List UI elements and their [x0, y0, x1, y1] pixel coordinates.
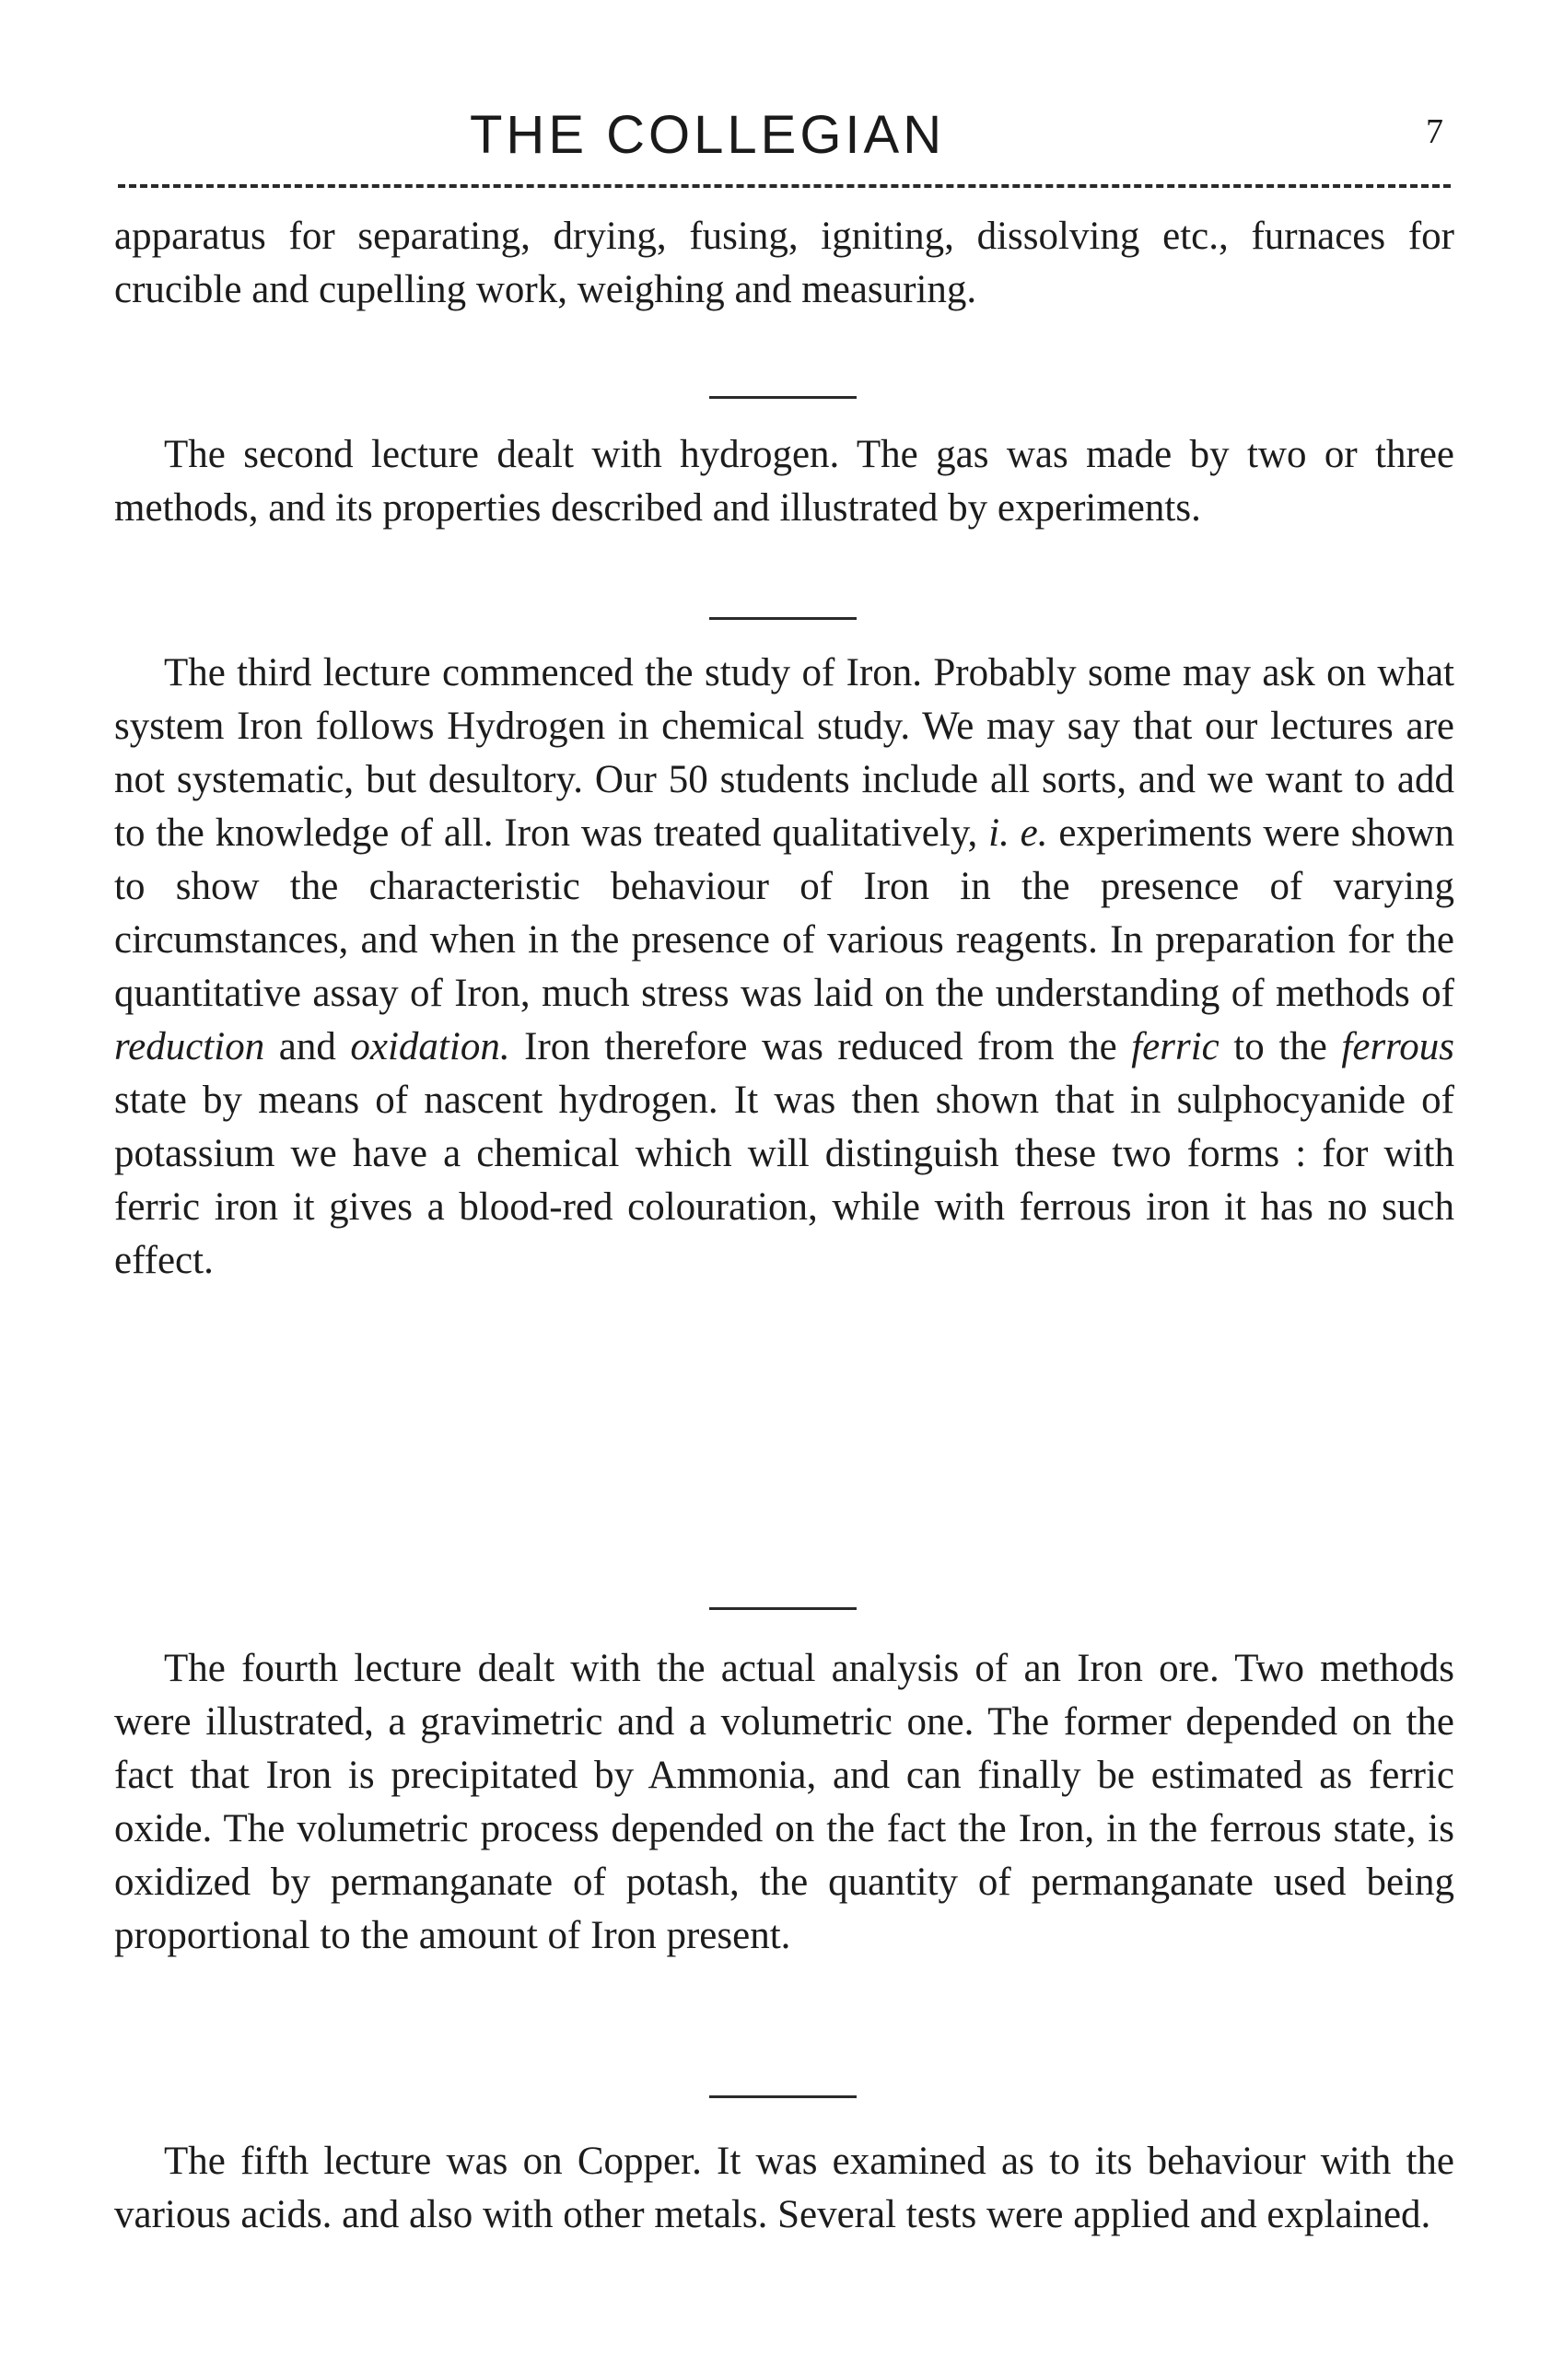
paragraph-fourth-lecture: The fourth lecture dealt with the actual analysis of an Iron ore. Two methods were illustrated, a gravimetric and a volumetric one. The former depended on the fact that Iron is precipitated by Ammonia, and can finally be estimated as ferric oxide. The volumetric process depended on the fact the Iron, in the ferrous state, is oxidized by permanganate of potash, the quantity of permanganate used being proportional to the amount of Iron present.: [114, 1647, 1454, 1957]
running-title: THE COLLEGIAN: [470, 105, 946, 165]
third-lecture-to-the: to the: [1233, 1025, 1327, 1068]
third-lecture-text-4: state by means of nascent hydrogen. It was then shown that in sulphocyanide of potassium we have a chemical which will distinguish these two forms : for with ferric iron it gives a blood-red colouration, while with ferrous iron it has no such effect.: [114, 1079, 1454, 1282]
section-divider: [709, 396, 857, 399]
section-divider: [709, 617, 857, 620]
ie-abbreviation: i. e.: [988, 811, 1048, 855]
paragraph-apparatus: apparatus for separating, drying, fusing, igniting, dissolving etc., furnaces for crucible and cupelling work, weighing and measuring.: [114, 215, 1454, 311]
page-number: 7: [1426, 112, 1443, 151]
term-ferric: ferric: [1131, 1025, 1219, 1068]
paragraph-fifth-lecture: The fifth lecture was on Copper. It was examined as to its behaviour with the various acids. and also with other metals. Several tests were applied and explained.: [114, 2140, 1454, 2236]
third-lecture-and: and: [278, 1025, 336, 1068]
third-lecture-text-3: Iron therefore was reduced from the: [524, 1025, 1117, 1068]
section-divider: [709, 2095, 857, 2098]
term-oxidation: oxidation.: [350, 1025, 510, 1068]
term-reduction: reduction: [114, 1025, 265, 1068]
paragraph-second-lecture: The second lecture dealt with hydrogen. The gas was made by two or three methods, and its properties described and illustrated by experiments.: [114, 433, 1454, 530]
term-ferrous: ferrous: [1341, 1025, 1455, 1068]
third-lecture-text-2: experiments were shown to show the characteristic behaviour of Iron in the presence of varying circumstances, and when in the presence of various reagents. In preparation for the quantitative assay of Iron, much stress was laid on the understanding of methods of: [114, 811, 1454, 1015]
header-rule: [118, 184, 1451, 188]
paragraph-third-lecture: [114, 647, 1454, 1288]
section-divider: [709, 1607, 857, 1610]
third-lecture-text-1: The third lecture commenced the study of Iron. Probably some may ask on what system Iron follows Hydrogen in chemical study. We may say that our lectures are not systematic, but desultory. Our 50 students include all sorts, and we want to add to the knowledge of all. Iron was treated qualitatively,: [114, 651, 1454, 855]
